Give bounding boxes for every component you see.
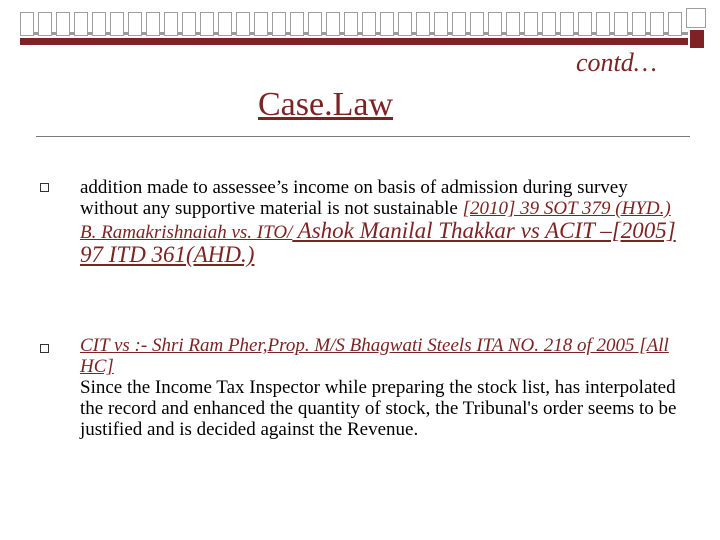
header-box xyxy=(614,12,628,36)
case-item-2-text: Since the Income Tax Inspector while preparing the stock list, has interpolated the record and enhanced the quantity of stock, the Tribunal's order seems to be justified and is decided against the Revenue. xyxy=(80,377,677,440)
decorative-header-bar xyxy=(20,8,708,44)
header-box xyxy=(56,12,70,36)
header-box xyxy=(470,12,484,36)
hollow-square-bullet-icon xyxy=(40,183,49,192)
header-box xyxy=(578,12,592,36)
header-box xyxy=(38,12,52,36)
header-box xyxy=(650,12,664,36)
case-item-1-citation-2: Ashok Manilal Thakkar vs ACIT –[2005] 97 ITD 361(AHD.) xyxy=(80,218,676,267)
header-box xyxy=(74,12,88,36)
header-box xyxy=(524,12,538,36)
title-divider xyxy=(36,136,690,137)
contd-label: contd… xyxy=(576,48,657,77)
header-box xyxy=(380,12,394,36)
header-box xyxy=(218,12,232,36)
case-item-1-citation: [2010] 39 SOT 379 (HYD.) B. Ramakrishnaiah vs. ITO/ xyxy=(80,198,671,243)
header-box xyxy=(416,12,430,36)
header-box xyxy=(362,12,376,36)
header-box xyxy=(398,12,412,36)
header-box xyxy=(200,12,214,36)
header-box xyxy=(308,12,322,36)
header-box xyxy=(290,12,304,36)
header-box xyxy=(146,12,160,36)
header-box xyxy=(272,12,286,36)
header-box xyxy=(596,12,610,36)
header-box xyxy=(254,12,268,36)
case-item-1 xyxy=(80,177,690,267)
case-item-1-text: addition made to assessee’s income on basis of admission during survey without any supportive material is not sustainable xyxy=(80,177,628,219)
header-corner-box xyxy=(686,8,706,28)
header-box xyxy=(236,12,250,36)
case-item-2-citation: CIT vs :- Shri Ram Pher,Prop. M/S Bhagwati Steels ITA NO. 218 of 2005 [All HC] xyxy=(80,335,669,377)
hollow-square-bullet-icon xyxy=(40,344,49,353)
header-box xyxy=(632,12,646,36)
header-box xyxy=(506,12,520,36)
case-item-2 xyxy=(80,335,690,440)
slide-title: Case.Law xyxy=(258,86,394,123)
header-box xyxy=(452,12,466,36)
header-box xyxy=(542,12,556,36)
header-box xyxy=(128,12,142,36)
header-box xyxy=(668,12,682,36)
header-box xyxy=(488,12,502,36)
header-box xyxy=(110,12,124,36)
header-box xyxy=(326,12,340,36)
header-box xyxy=(434,12,448,36)
header-red-square xyxy=(690,30,704,48)
header-box xyxy=(20,12,34,36)
header-box xyxy=(560,12,574,36)
header-box xyxy=(182,12,196,36)
header-box xyxy=(344,12,358,36)
header-box xyxy=(164,12,178,36)
header-box xyxy=(92,12,106,36)
header-red-line xyxy=(20,38,688,45)
